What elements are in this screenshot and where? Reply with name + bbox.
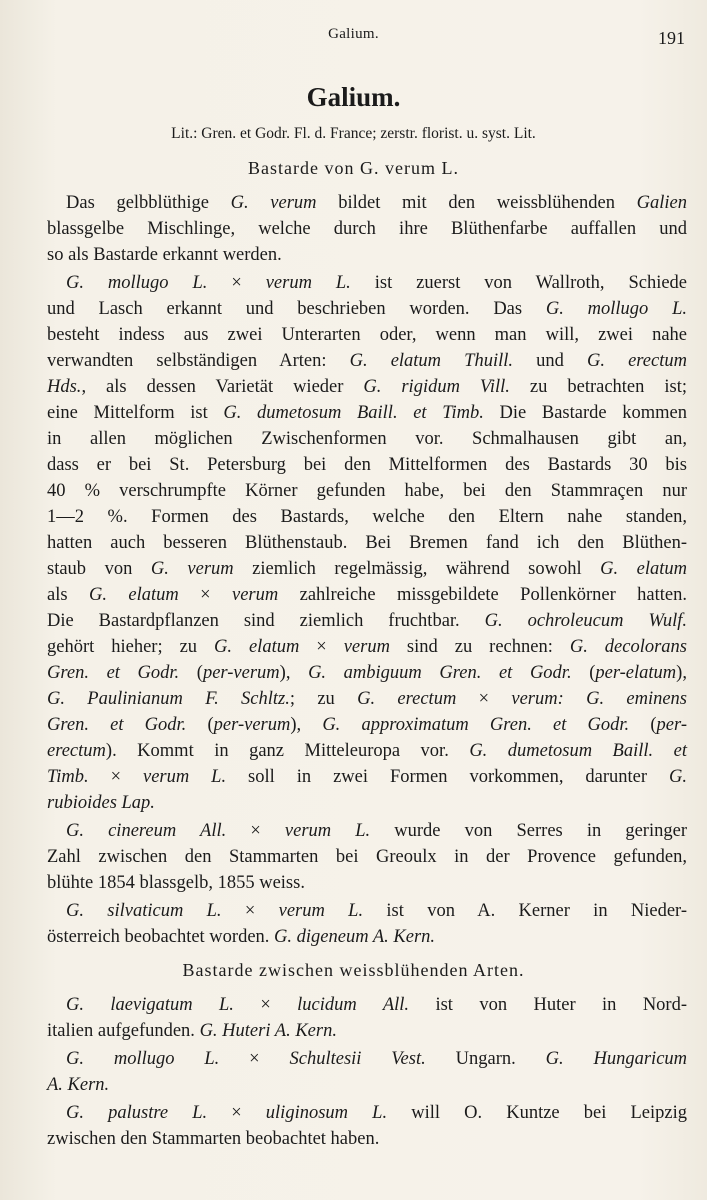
section-heading-verum: Bastarde von G. verum L. [248, 158, 459, 178]
text-line: in allen möglichen Zwischenformen vor. Schmalhausen gibt an, [47, 429, 687, 449]
text-line: Das gelbblüthige G. verum bildet mit den weissblühenden Galien [66, 193, 687, 213]
literature-line: Lit.: Gren. et Godr. Fl. d. France; zerstr. florist. u. syst. Lit. [171, 125, 536, 142]
text-line: Hds., als dessen Varietät wieder G. rigidum Vill. zu betrachten ist; [47, 377, 687, 397]
text-line: besteht indess aus zwei Unterarten oder, wenn man will, zwei nahe [47, 325, 687, 345]
text-line: G. mollugo L. × Schultesii Vest. Ungarn. G. Hungaricum [66, 1049, 688, 1069]
text-line: Zahl zwischen den Stammarten bei Greoulx in der Provence gefunden, [47, 847, 687, 867]
text-line: G. palustre L. × uliginosum L. will O. Kuntze bei Leipzig [66, 1103, 687, 1123]
text-line: italien aufgefunden. G. Huteri A. Kern. [47, 1021, 337, 1041]
running-title: Galium. [328, 26, 379, 42]
text-line: blühte 1854 blassgelb, 1855 weiss. [47, 873, 305, 893]
text-line: rubioides Lap. [47, 793, 155, 813]
text-line: G. cinereum All. × verum L. wurde von Serres in geringer [66, 821, 687, 841]
text-line: und Lasch erkannt und beschrieben worden. Das G. mollugo L. [47, 299, 687, 319]
text-line: so als Bastarde erkannt werden. [47, 245, 282, 265]
text-line: Die Bastardpflanzen sind ziemlich fruchtbar. G. ochroleucum Wulf. [47, 611, 687, 631]
text-line: Timb. × verum L. soll in zwei Formen vorkommen, darunter G. [47, 767, 688, 787]
text-line: G. silvaticum L. × verum L. ist von A. Kerner in Nieder- [66, 901, 688, 921]
text-line: blassgelbe Mischlinge, welche durch ihre Blüthenfarbe auffallen und [47, 219, 687, 239]
text-line: als G. elatum × verum zahlreiche missgebildete Pollenkörner hatten. [47, 585, 687, 605]
text-line: eine Mittelform ist G. dumetosum Baill. et Timb. Die Bastarde kommen [47, 403, 687, 423]
text-line: staub von G. verum ziemlich regelmässig, während sowohl G. elatum [47, 559, 688, 579]
page-title: Galium. [306, 82, 401, 112]
text-line: gehört hieher; zu G. elatum × verum sind zu rechnen: G. decolorans [47, 637, 687, 657]
text-line: hatten auch besseren Blüthenstaub. Bei Bremen fand ich den Blüthen- [47, 533, 687, 553]
text-line: dass er bei St. Petersburg bei den Mittelformen des Bastards 30 bis [47, 455, 687, 475]
text-line: G. laevigatum L. × lucidum All. ist von Huter in Nord- [66, 995, 688, 1015]
text-line: G. Paulinianum F. Schltz.; zu G. erectum × verum: G. eminens [47, 689, 688, 709]
text-line: A. Kern. [47, 1075, 110, 1095]
text-line: 1—2 %. Formen des Bastards, welche den Eltern nahe standen, [47, 507, 687, 527]
text-line: Gren. et Godr. (per-verum), G. approximatum Gren. et Godr. (per- [47, 715, 687, 735]
page-number: 191 [658, 28, 685, 48]
section-heading-white: Bastarde zwischen weissblühenden Arten. [182, 960, 525, 980]
text-line: österreich beobachtet worden. G. digeneum A. Kern. [47, 927, 436, 947]
text-line: Gren. et Godr. (per-verum), G. ambiguum Gren. et Godr. (per-elatum), [47, 663, 687, 683]
text-line: 40 % verschrumpfte Körner gefunden habe, bei den Stammraçen nur [47, 481, 687, 501]
running-head [0, 26, 707, 48]
text-line: verwandten selbständigen Arten: G. elatum Thuill. und G. erectum [47, 351, 687, 371]
text-line: G. mollugo L. × verum L. ist zuerst von Wallroth, Schiede [66, 273, 688, 293]
text-line: erectum). Kommt in ganz Mitteleuropa vor. G. dumetosum Baill. et [47, 741, 687, 761]
text-line: zwischen den Stammarten beobachtet haben. [47, 1129, 380, 1149]
